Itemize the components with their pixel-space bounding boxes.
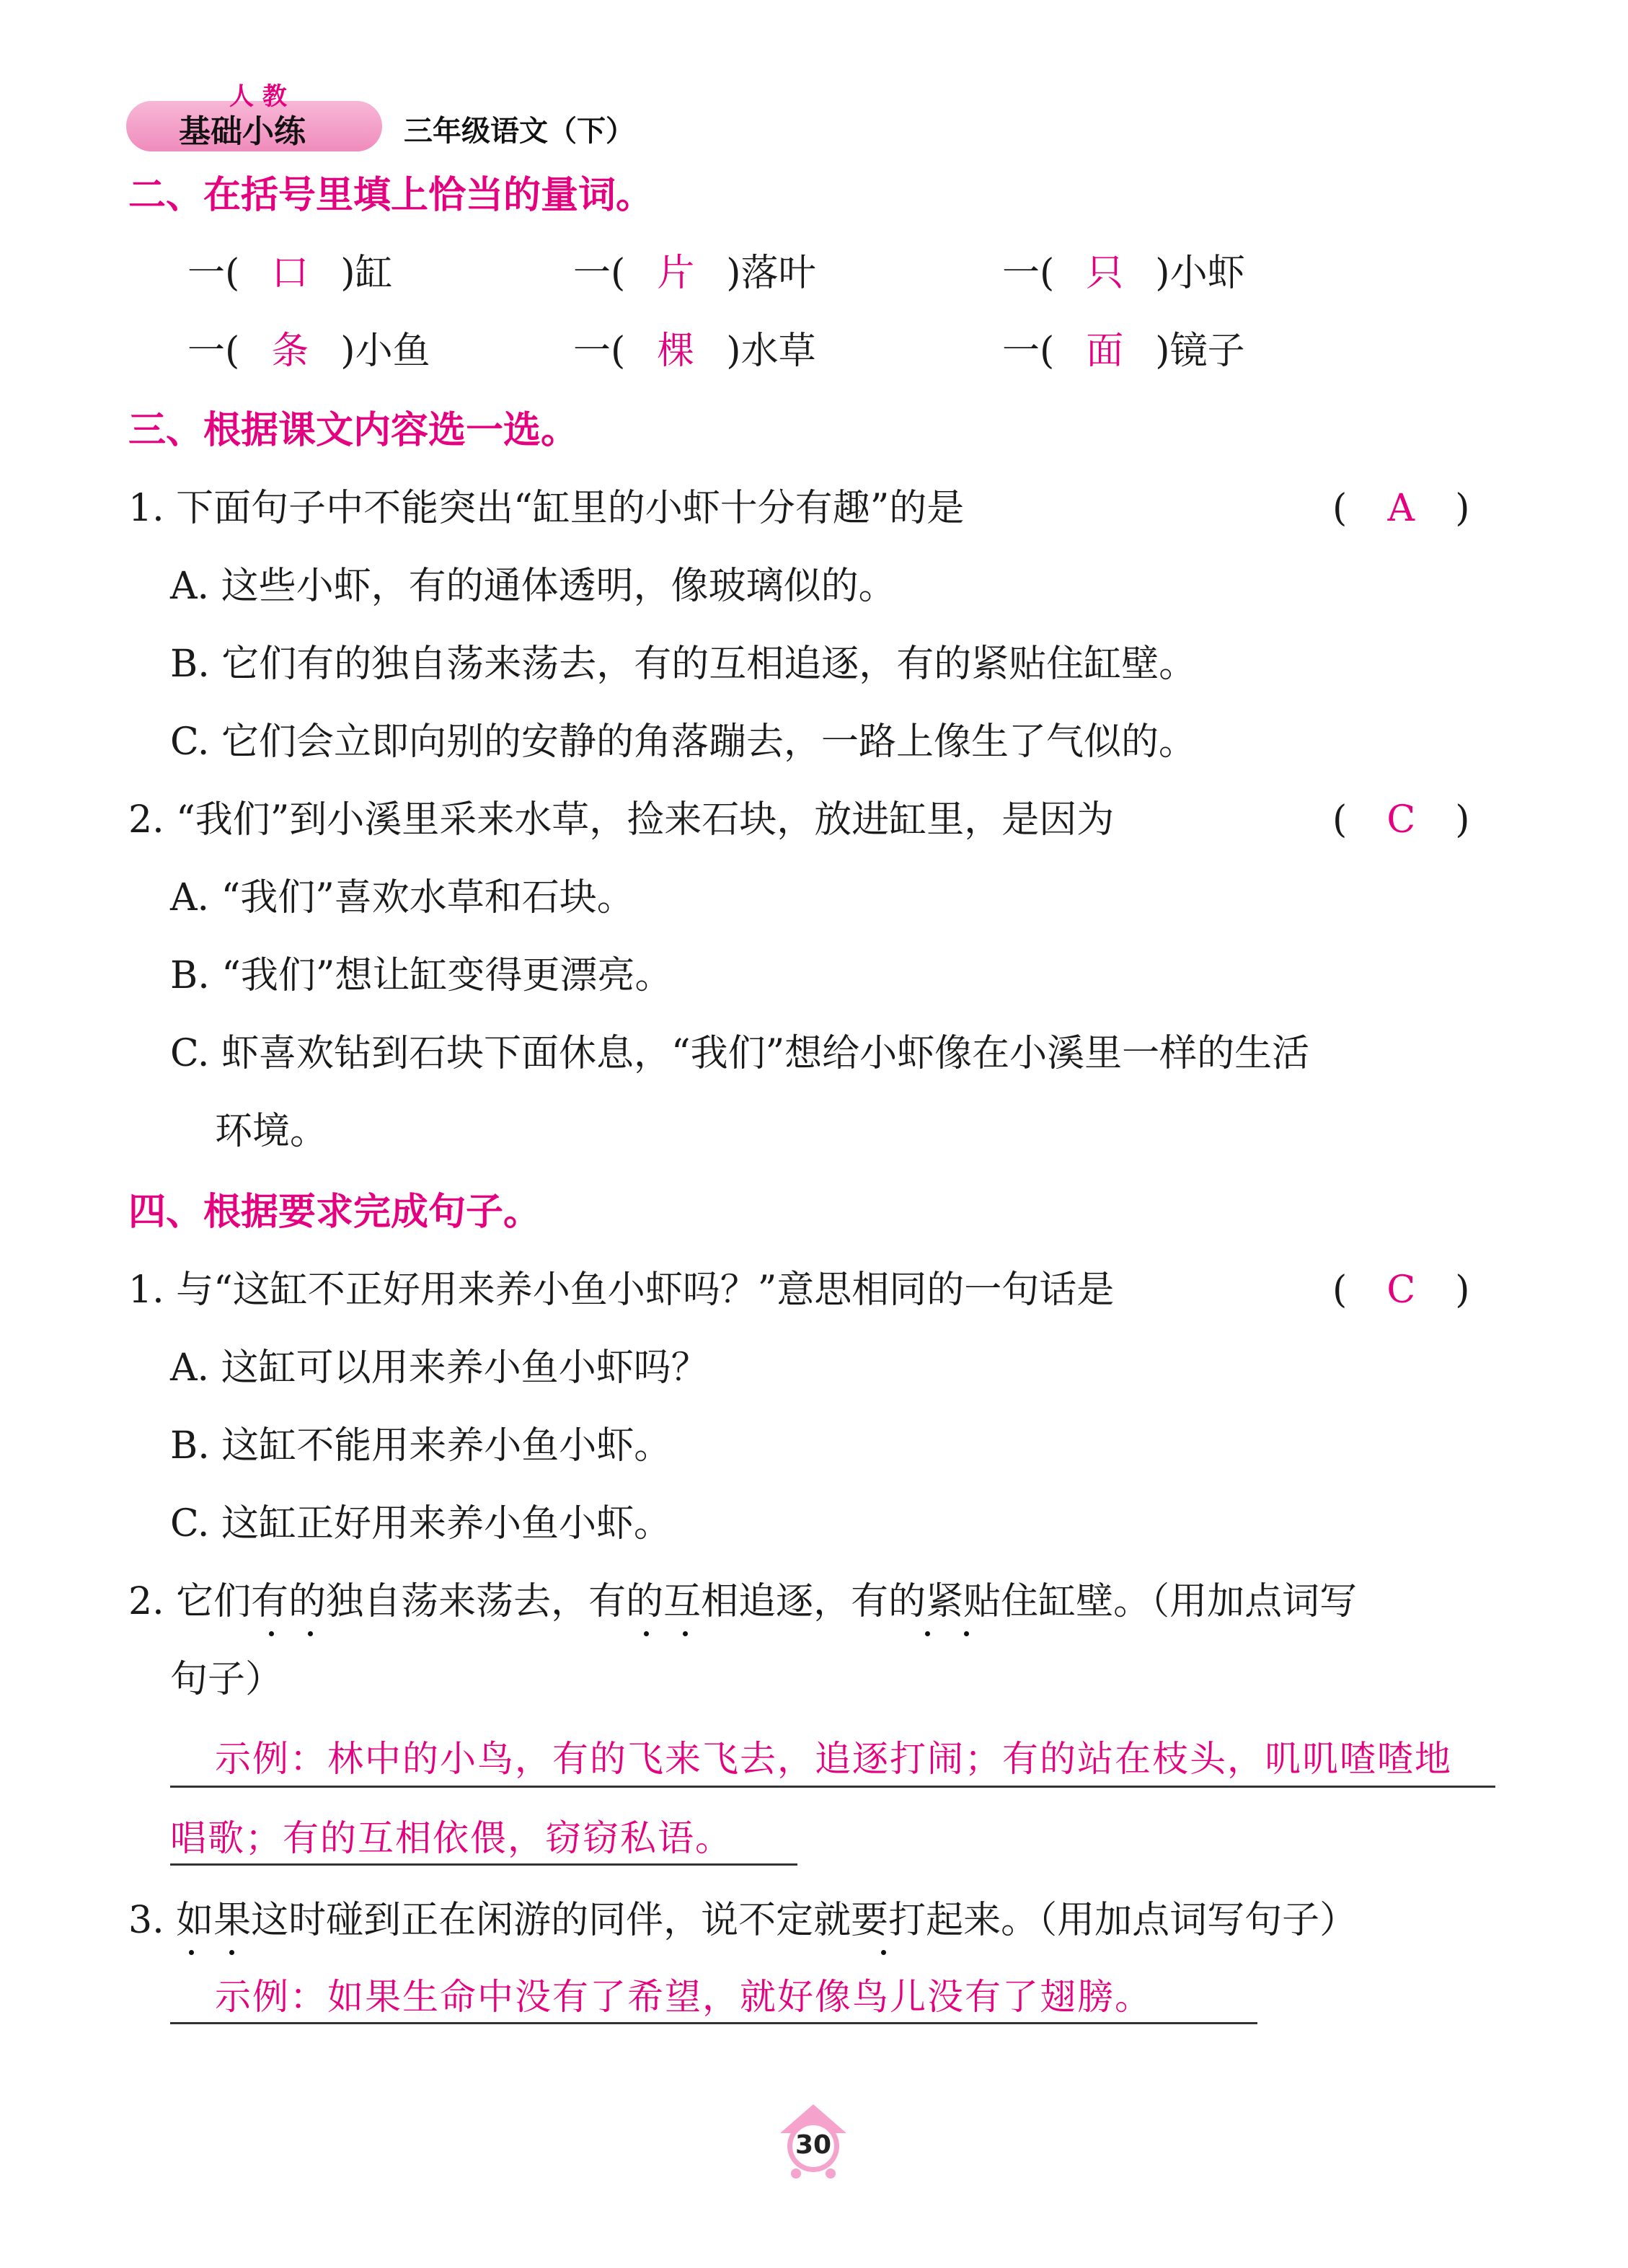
fill-blank-item: 一( 只 )小虾 <box>1002 248 1245 299</box>
fill-answer: 口 <box>271 252 309 295</box>
option-b: B. 这缸不能用来养小鱼小虾。 <box>170 1424 672 1468</box>
fill-answer: 只 <box>1086 252 1124 295</box>
question-4-2-stem-continued: 句子） <box>170 1658 283 1701</box>
option-b: B. 它们有的独自荡来荡去，有的互相追逐，有的紧贴住缸壁。 <box>170 643 1197 686</box>
fill-blank-item: 一( 棵 )水草 <box>573 326 816 376</box>
option-c-continued: 环境。 <box>215 1110 328 1153</box>
header-publisher: 人 教 <box>229 82 287 111</box>
fill-answer: 条 <box>271 330 309 373</box>
section-4-title: 四、根据要求完成句子。 <box>128 1191 541 1234</box>
choice-answer: C <box>1386 798 1416 842</box>
option-c: C. 虾喜欢钻到石块下面休息，“我们”想给小虾像在小溪里一样的生活 <box>170 1032 1310 1075</box>
question-3-1-stem: 1. 下面句子中不能突出“缸里的小虾十分有趣”的是 <box>128 487 965 530</box>
option-b: B. “我们”想让缸变得更漂亮。 <box>170 954 673 997</box>
page-number-badge <box>777 2101 849 2181</box>
header-subtitle: 三年级语文（下） <box>404 115 634 148</box>
option-c: C. 这缸正好用来养小鱼小虾。 <box>170 1502 671 1545</box>
emphasis-dot <box>683 1631 688 1636</box>
emphasis-dot <box>269 1631 274 1636</box>
example-answer-line-1: 示例：林中的小鸟，有的飞来飞去，追逐打闹；有的站在枝头，叽叽喳喳地 <box>215 1738 1452 1780</box>
fill-answer: 棵 <box>657 330 695 373</box>
question-4-2-stem: 2. 它们有的独自荡来荡去，有的互相追逐，有的紧贴住缸壁。（用加点词写 <box>128 1580 1358 1623</box>
answer-bracket: ( C ) <box>1332 795 1491 845</box>
example-answer-line-2: 唱歌；有的互相依偎，窃窃私语。 <box>170 1817 733 1859</box>
fill-blank-item: 一( 条 )小鱼 <box>187 326 430 376</box>
emphasis-dot <box>308 1631 313 1636</box>
option-a: A. 这缸可以用来养小鱼小虾吗？ <box>170 1346 709 1390</box>
emphasis-dot <box>229 1950 234 1955</box>
choice-answer: C <box>1386 1268 1416 1312</box>
answer-underline <box>170 1863 797 1866</box>
section-3-title: 三、根据课文内容选一选。 <box>128 409 579 452</box>
option-a: A. 这些小虾，有的通体透明，像玻璃似的。 <box>170 565 896 608</box>
answer-underline <box>170 2022 1257 2024</box>
question-3-2-stem: 2. “我们”到小溪里采来水草，捡来石块，放进缸里，是因为 <box>128 798 1115 842</box>
emphasis-dot <box>925 1631 930 1636</box>
section-2-title: 二、在括号里填上恰当的量词。 <box>128 174 654 217</box>
answer-underline <box>170 1786 1495 1788</box>
fill-blank-item: 一( 片 )落叶 <box>573 248 816 299</box>
fill-blank-item: 一( 面 )镜子 <box>1002 326 1245 376</box>
fill-answer: 片 <box>657 252 695 295</box>
page-number: 30 <box>795 2130 832 2160</box>
fill-blank-item: 一( 口 )缸 <box>187 248 393 299</box>
question-4-1-stem: 1. 与“这缸不正好用来养小鱼小虾吗？”意思相同的一句话是 <box>128 1268 1115 1312</box>
choice-answer: A <box>1387 487 1415 530</box>
emphasis-dot <box>189 1950 194 1955</box>
emphasis-dot <box>881 1950 886 1955</box>
answer-bracket: ( C ) <box>1332 1265 1491 1315</box>
emphasis-dot <box>644 1631 649 1636</box>
answer-bracket: ( A ) <box>1332 483 1491 534</box>
fill-answer: 面 <box>1086 330 1124 373</box>
question-4-3-stem: 3. 如果这时碰到正在闲游的同伴，说不定就要打起来。（用加点词写句子） <box>128 1899 1358 1942</box>
option-a: A. “我们”喜欢水草和石块。 <box>170 876 634 919</box>
emphasis-dot <box>964 1631 969 1636</box>
header-series-title: 基础小练 <box>179 113 306 150</box>
option-c: C. 它们会立即向别的安静的角落蹦去，一路上像生了气似的。 <box>170 720 1196 764</box>
example-answer: 示例：如果生命中没有了希望，就好像鸟儿没有了翅膀。 <box>215 1976 1152 2018</box>
